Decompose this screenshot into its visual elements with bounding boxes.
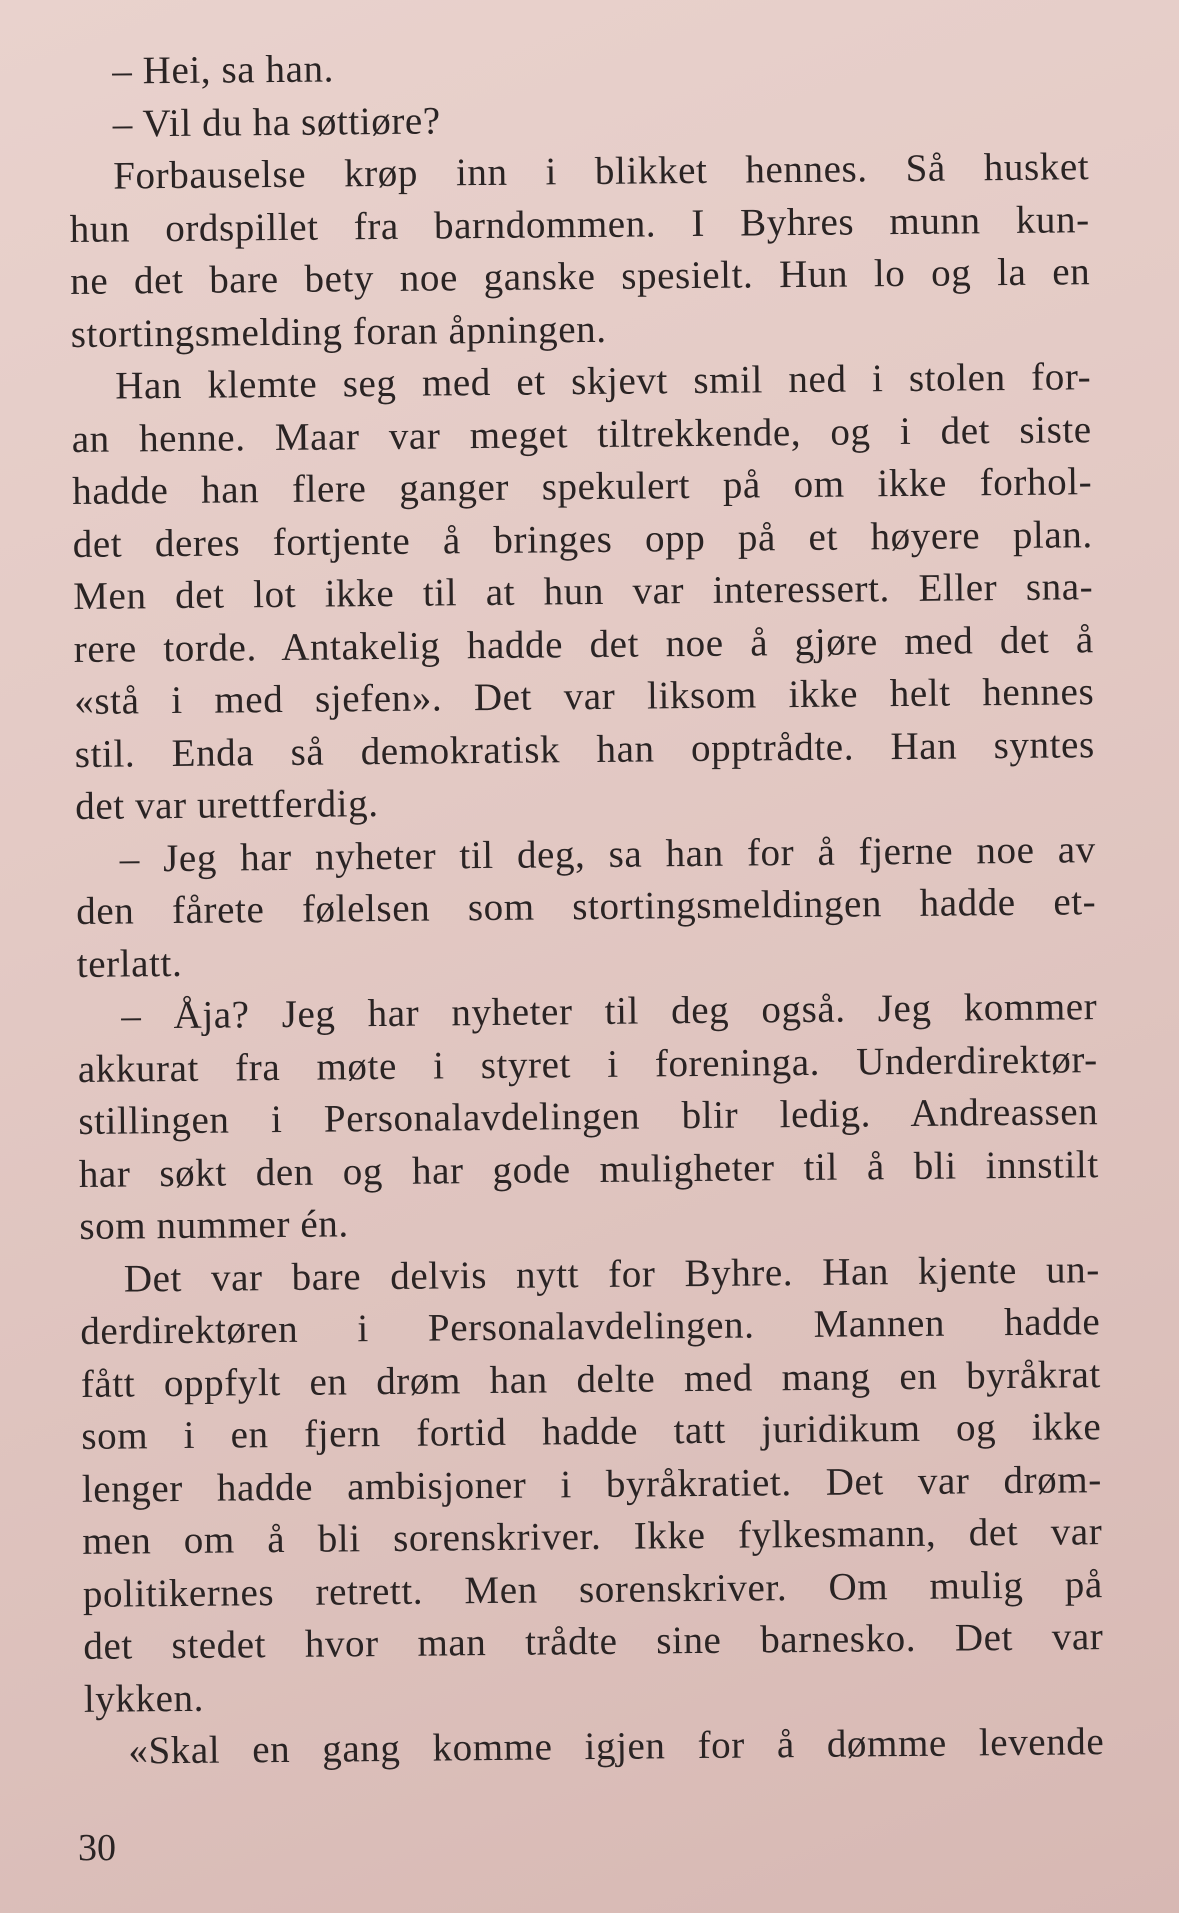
page-number: 30 <box>78 1827 116 1869</box>
text-line: Forbauselse krøp inn i blikket hennes. Så husket <box>113 145 1090 198</box>
text-line: – Åja? Jeg har nyheter til deg også. Jeg kommer <box>121 985 1098 1038</box>
text-line: derdirektøren i Personalavdelingen. Mannen hadde <box>80 1300 1101 1353</box>
text-line: «Skal en gang komme igjen for å dømme levende <box>128 1720 1105 1773</box>
text-line: den fårete følelsen som stortingsmeldingen hadde et- <box>76 880 1097 933</box>
text-line: ne det bare bety noe ganske spesielt. Hun lo og la en <box>70 250 1091 303</box>
text-line: det deres fortjente å bringes opp på et høyere plan. <box>72 512 1093 566</box>
text-line: hadde han flere ganger spekulert på om ikke forhol- <box>72 460 1093 513</box>
text-line: terlatt. <box>76 941 183 986</box>
text-line: politikernes retrett. Men sorenskriver. Om mulig på <box>82 1562 1104 1616</box>
text-line: Han klemte seg med et skjevt smil ned i stolen for- <box>115 355 1092 408</box>
text-line: – Hei, sa han. <box>112 47 335 93</box>
text-line: men om å bli sorenskriver. Ikke fylkesmann, det var <box>82 1510 1103 1563</box>
text-line: det stedet hvor man trådte sine barnesko. Det var <box>83 1615 1104 1668</box>
body-text <box>68 36 1105 1778</box>
text-line: som i en fjern fortid hadde tatt juridikum og ikke <box>81 1405 1102 1458</box>
text-line: – Vil du ha søttiøre? <box>112 98 441 146</box>
text-line: Det var bare delvis nytt for Byhre. Han kjente un- <box>123 1247 1100 1301</box>
text-line: stil. Enda så demokratisk han opptrådte. Han syntes <box>74 722 1095 776</box>
text-line: an henne. Maar var meget tiltrekkende, og i det siste <box>71 407 1092 461</box>
text-line: stortingsmelding foran åpningen. <box>70 307 607 356</box>
text-line: lykken. <box>83 1676 205 1721</box>
text-line: – Jeg har nyheter til deg, sa han for å fjerne noe av <box>119 827 1096 881</box>
text-line: det var urettferdig. <box>75 782 379 828</box>
text-line: akkurat fra møte i styret i foreninga. Underdirektør- <box>77 1037 1098 1091</box>
text-line: hun ordspillet fra barndommen. I Byhres munn kun- <box>69 197 1090 251</box>
text-line: lenger hadde ambisjoner i byråkratiet. Det var drøm- <box>81 1457 1103 1511</box>
text-line: «stå i med sjefen». Det var liksom ikke helt hennes <box>74 670 1095 723</box>
text-line: Men det lot ikke til at hun var interessert. Eller sna- <box>73 565 1094 618</box>
text-line: rere torde. Antakelig hadde det noe å gjøre med det å <box>73 617 1094 671</box>
text-line: som nummer én. <box>79 1202 349 1248</box>
text-line: stillingen i Personalavdelingen blir ledig. Andreassen <box>78 1090 1099 1143</box>
text-line: har søkt den og har gode muligheter til å bli innstilt <box>78 1142 1099 1196</box>
text-line: fått oppfylt en drøm han delte med mang en byråkrat <box>80 1352 1102 1406</box>
